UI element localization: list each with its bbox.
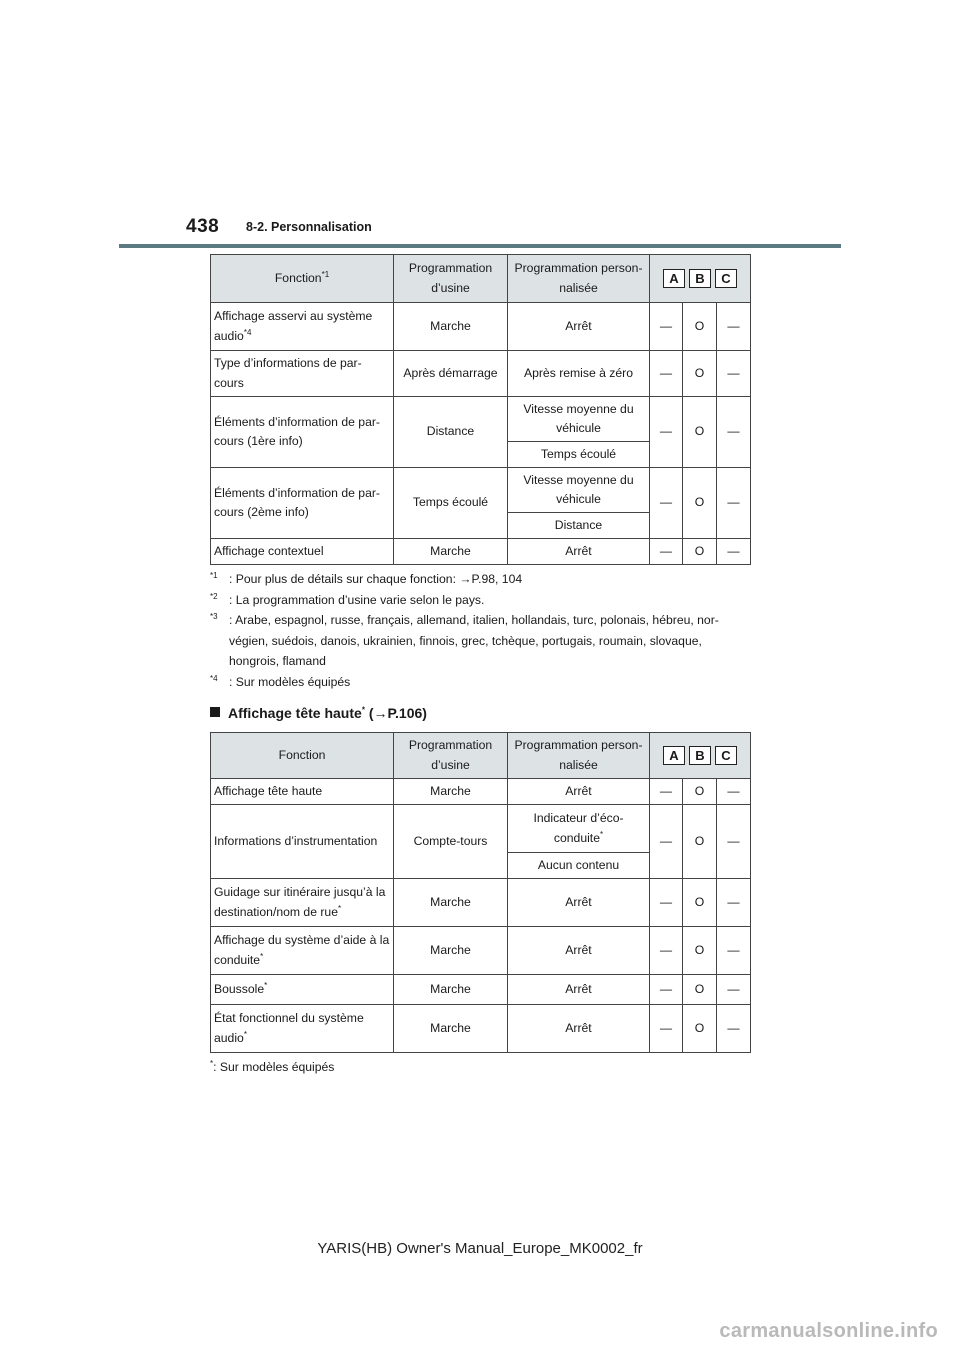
cell-custom: Arrêt (508, 1005, 650, 1053)
cell-b: O (683, 975, 717, 1005)
letter-b-badge: B (689, 746, 711, 765)
letter-a-badge: A (663, 746, 685, 765)
cell-b: O (683, 779, 717, 805)
cell-factory: Compte-tours (394, 805, 508, 879)
table-header-row (211, 255, 751, 303)
cell-custom: Indicateur d’éco-conduite* (508, 805, 650, 853)
table-row (211, 805, 751, 853)
footnote-equipped-models: *: Sur modèles équipés (210, 1058, 335, 1074)
header-custom-setting: Programmation person-nalisée (508, 733, 650, 779)
cell-function: Affichage tête haute (211, 779, 394, 805)
cell-b: O (683, 539, 717, 565)
cell-factory: Marche (394, 927, 508, 975)
table-row (211, 468, 751, 513)
cell-function: Informations d’instrumentation (211, 805, 394, 879)
cell-factory: Marche (394, 879, 508, 927)
cell-function: État fonctionnel du système audio* (211, 1005, 394, 1053)
cell-factory: Marche (394, 539, 508, 565)
cell-function: Affichage du système d’aide à la conduite* (211, 927, 394, 975)
header-function: Fonction (211, 733, 394, 779)
table-header-row (211, 733, 751, 779)
cell-b: O (683, 468, 717, 539)
page-number: 438 (186, 216, 220, 237)
cell-c: — (717, 805, 751, 879)
square-bullet-icon (210, 707, 220, 717)
header-factory-setting: Programmation d’usine (394, 255, 508, 303)
cell-factory: Marche (394, 303, 508, 351)
page-reference-link[interactable]: (→P.106) (364, 705, 427, 721)
table-row (211, 1005, 751, 1053)
subsection-title: Affichage tête haute* (→P.106) (210, 705, 427, 721)
table-row (211, 779, 751, 805)
cell-custom: Arrêt (508, 975, 650, 1005)
cell-b: O (683, 397, 717, 468)
cell-a: — (650, 779, 683, 805)
cell-a: — (650, 805, 683, 879)
table-row (211, 927, 751, 975)
cell-a: — (650, 927, 683, 975)
header-custom-setting: Programmation person-nalisée (508, 255, 650, 303)
cell-function: Affichage asservi au système audio$^{*4}$ (211, 303, 394, 351)
table-row (211, 539, 751, 565)
cell-c: — (717, 468, 751, 539)
cell-factory: Distance (394, 397, 508, 468)
section-title: 8-2. Personnalisation (246, 220, 372, 234)
cell-function: Éléments d’information de par-cours (2ème info) (211, 468, 394, 539)
cell-custom: Arrêt (508, 879, 650, 927)
cell-a: — (650, 303, 683, 351)
settings-table-1 (210, 254, 751, 565)
table-row (211, 351, 751, 397)
cell-custom-alt: Aucun contenu (508, 853, 650, 879)
cell-c: — (717, 351, 751, 397)
cell-c: — (717, 927, 751, 975)
header-function: Fonction$^{*1}$ (211, 255, 394, 303)
cell-custom: Arrêt (508, 539, 650, 565)
cell-a: — (650, 975, 683, 1005)
cell-b: O (683, 879, 717, 927)
footer-manual-id: YARIS(HB) Owner's Manual_Europe_MK0002_fr (317, 1240, 643, 1257)
header-letters (650, 733, 751, 779)
footnote: $^{*2}$ : La programmation d’usine varie selon le pays. (210, 591, 485, 607)
cell-a: — (650, 539, 683, 565)
cell-custom: Vitesse moyenne du véhicule (508, 468, 650, 513)
cell-b: O (683, 927, 717, 975)
cell-a: — (650, 879, 683, 927)
cell-factory: Après démarrage (394, 351, 508, 397)
cell-a: — (650, 397, 683, 468)
cell-custom-alt: Distance (508, 513, 650, 539)
cell-factory: Marche (394, 975, 508, 1005)
cell-a: — (650, 468, 683, 539)
letter-b-badge: B (689, 269, 711, 288)
settings-table-2 (210, 732, 751, 1053)
cell-function: Boussole* (211, 975, 394, 1005)
cell-c: — (717, 397, 751, 468)
cell-b: O (683, 805, 717, 879)
cell-custom-alt: Temps écoulé (508, 442, 650, 468)
table-row (211, 879, 751, 927)
cell-c: — (717, 975, 751, 1005)
footnote: $^{*3}$ : Arabe, espagnol, russe, français, allemand, italien, hollandais, turc, polonais, hébreu, nor-végien, suédois, danois, ukrainien, finnois, grec, tchèque, portugais, roumain, slovaque, hongrois, flamand (210, 611, 719, 668)
table-row (211, 975, 751, 1005)
cell-custom: Après remise à zéro (508, 351, 650, 397)
cell-factory: Marche (394, 779, 508, 805)
footnote: $^{*4}$ : Sur modèles équipés (210, 673, 351, 689)
cell-c: — (717, 539, 751, 565)
cell-function: Éléments d’information de par-cours (1ère info) (211, 397, 394, 468)
cell-c: — (717, 779, 751, 805)
cell-factory: Temps écoulé (394, 468, 508, 539)
header-factory-setting: Programmation d’usine (394, 733, 508, 779)
cell-custom: Arrêt (508, 927, 650, 975)
watermark: carmanualsonline.info (719, 1320, 938, 1342)
letter-a-badge: A (663, 269, 685, 288)
header-letters (650, 255, 751, 303)
cell-c: — (717, 1005, 751, 1053)
cell-b: O (683, 303, 717, 351)
cell-b: O (683, 1005, 717, 1053)
table-row (211, 303, 751, 351)
cell-c: — (717, 303, 751, 351)
cell-c: — (717, 879, 751, 927)
cell-function: Affichage contextuel (211, 539, 394, 565)
cell-a: — (650, 351, 683, 397)
cell-custom: Arrêt (508, 303, 650, 351)
cell-function: Type d’informations de par-cours (211, 351, 394, 397)
table-row (211, 397, 751, 442)
cell-custom: Arrêt (508, 779, 650, 805)
footnote: $^{*1}$ : Pour plus de détails sur chaque fonction: →P.98, 104 (210, 570, 523, 586)
cell-factory: Marche (394, 1005, 508, 1053)
cell-custom: Vitesse moyenne du véhicule (508, 397, 650, 442)
header-rule (119, 244, 841, 248)
cell-a: — (650, 1005, 683, 1053)
footnotes (210, 569, 750, 692)
letter-c-badge: C (715, 269, 737, 288)
cell-b: O (683, 351, 717, 397)
letter-c-badge: C (715, 746, 737, 765)
cell-function: Guidage sur itinéraire jusqu’à la destination/nom de rue* (211, 879, 394, 927)
